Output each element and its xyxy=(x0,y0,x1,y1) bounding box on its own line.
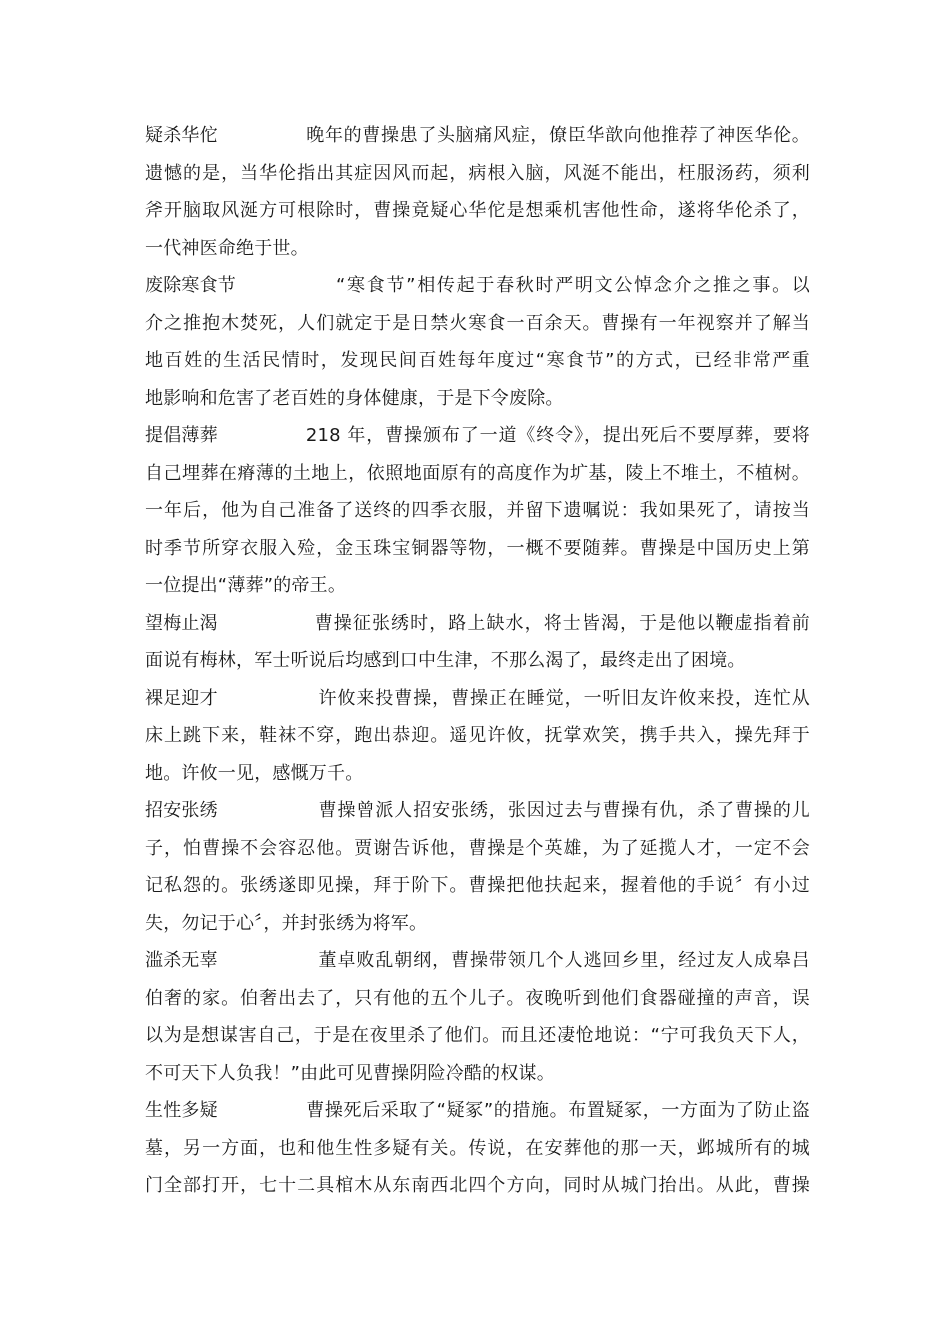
section-wang-mei-zhi-ke xyxy=(145,605,810,680)
paragraph-text: “寒食节”相传起于春秋时严明文公悼念介之推之事。以 xyxy=(336,275,810,296)
section-heading: 望梅止渴 xyxy=(145,612,218,634)
paragraph-line: 地。许攸一见，感慨万千。 xyxy=(145,762,364,784)
paragraph-line: 一位提出“薄葬”的帝王。 xyxy=(145,575,347,596)
paragraph-line: 失，勿记于心〞，并封张绣为将军。 xyxy=(145,912,428,934)
paragraph-line: 子，怕曹操不会容忍他。贾谢告诉他，曹操是个英雄，为了延揽人才，一定不会 xyxy=(145,837,810,859)
paragraph-text: 曹操曾派人招安张绣，张因过去与曹操有仇，杀了曹操的儿 xyxy=(317,800,810,821)
document-page xyxy=(145,117,810,1205)
section-first-line xyxy=(145,417,810,455)
section-first-line xyxy=(145,942,810,980)
paragraph-line: 时季节所穿衣服入殓，金玉珠宝铜器等物，一概不要随葬。曹操是中国历史上第 xyxy=(145,537,810,559)
section-ti-chang-bo-zang xyxy=(145,417,810,605)
section-luo-zu-ying-cai xyxy=(145,680,810,793)
paragraph-line: 地影响和危害了老百姓的身体健康，于是下令废除。 xyxy=(145,387,564,409)
paragraph-line: 面说有梅林，军士听说后均感到口中生津，不那么渴了，最终走出了困境。 xyxy=(145,650,746,671)
section-yi-sha-hua-tuo xyxy=(145,117,810,267)
section-sheng-xing-duo-yi xyxy=(145,1092,810,1205)
paragraph-line: 床上跳下来，鞋袜不穿，跑出恭迎。遥见许攸，抚掌欢笑，携手共入，操先拜于 xyxy=(145,725,810,746)
section-first-line xyxy=(145,792,810,830)
paragraph-text: 晚年的曹操患了头脑痛风症，僚臣华歆向他推荐了神医华伦。 xyxy=(305,125,810,146)
paragraph-line: 介之推抱木焚死，人们就定于是日禁火寒食一百余天。曹操有一年视察并了解当 xyxy=(145,312,810,334)
section-heading: 废除寒食节 xyxy=(145,275,236,296)
paragraph-line: 一代神医命绝于世。 xyxy=(145,237,309,259)
paragraph-line: 记私怨的。张绣遂即见操，拜于阶下。曹操把他扶起来，握着他的手说〞有小过 xyxy=(145,875,810,896)
paragraph-text: 曹操死后采取了“疑冢”的措施。布置疑冢，一方面为了防止盗 xyxy=(305,1100,810,1121)
paragraph-text: 曹操征张绣时，路上缺水，将士皆渴，于是他以鞭虚指着前 xyxy=(313,612,810,634)
section-first-line xyxy=(145,1092,810,1130)
section-lan-sha-wu-gu xyxy=(145,942,810,1092)
paragraph-text: 许攸来投曹操，曹操正在睡觉，一听旧友许攸来投，连忙从 xyxy=(317,687,810,709)
section-heading: 裸足迎才 xyxy=(145,687,218,709)
paragraph-line: 自己埋葬在瘠薄的土地上，依照地面原有的高度作为圹基，陵上不堆土，不植树。 xyxy=(145,462,810,484)
section-first-line xyxy=(145,117,810,155)
section-heading: 生性多疑 xyxy=(145,1100,218,1121)
paragraph-line: 不可天下人负我！”由此可见曹操阴险冷酷的权谋。 xyxy=(145,1062,555,1084)
paragraph-line: 墓，另一方面，也和他生性多疑有关。传说，在安葬他的那一天，邺城所有的城 xyxy=(145,1137,810,1159)
section-zhao-an-zhang-xiu xyxy=(145,792,810,942)
section-fei-chu-han-shi-jie xyxy=(145,267,810,417)
section-heading: 疑杀华佗 xyxy=(145,125,218,146)
paragraph-line: 门全部打开，七十二具棺木从东南西北四个方向，同时从城门抬出。从此，曹操 xyxy=(145,1175,810,1196)
section-first-line xyxy=(145,680,810,718)
section-heading: 招安张绣 xyxy=(145,800,218,821)
section-first-line xyxy=(145,267,810,305)
paragraph-line: 伯奢的家。伯奢出去了，只有他的五个儿子。夜晚听到他们食器碰撞的声音，误 xyxy=(145,987,810,1009)
section-first-line xyxy=(145,605,810,643)
paragraph-line: 地百姓的生活民情时，发现民间百姓每年度过“寒食节”的方式，已经非常严重 xyxy=(145,350,810,371)
paragraph-text: 218 年，曹操颁布了一道《终令》，提出死后不要厚葬，要将 xyxy=(305,425,810,446)
paragraph-line: 一年后，他为自己准备了送终的四季衣服，并留下遗嘱说：我如果死了，请按当 xyxy=(145,500,810,521)
paragraph-line: 遗憾的是，当华伦指出其症因风而起，病根入脑，风涎不能出，枉服汤药，须利 xyxy=(145,162,810,184)
paragraph-text: 董卓败乱朝纲，曹操带领几个人逃回乡里，经过友人成皋吕 xyxy=(317,950,810,971)
section-heading: 滥杀无辜 xyxy=(145,950,218,971)
section-heading: 提倡薄葬 xyxy=(145,425,218,446)
paragraph-line: 斧开脑取风涎方可根除时，曹操竟疑心华佗是想乘机害他性命，遂将华伦杀了， xyxy=(145,200,810,221)
paragraph-line: 以为是想谋害自己，于是在夜里杀了他们。而且还凄怆地说：“宁可我负天下人， xyxy=(145,1025,810,1046)
